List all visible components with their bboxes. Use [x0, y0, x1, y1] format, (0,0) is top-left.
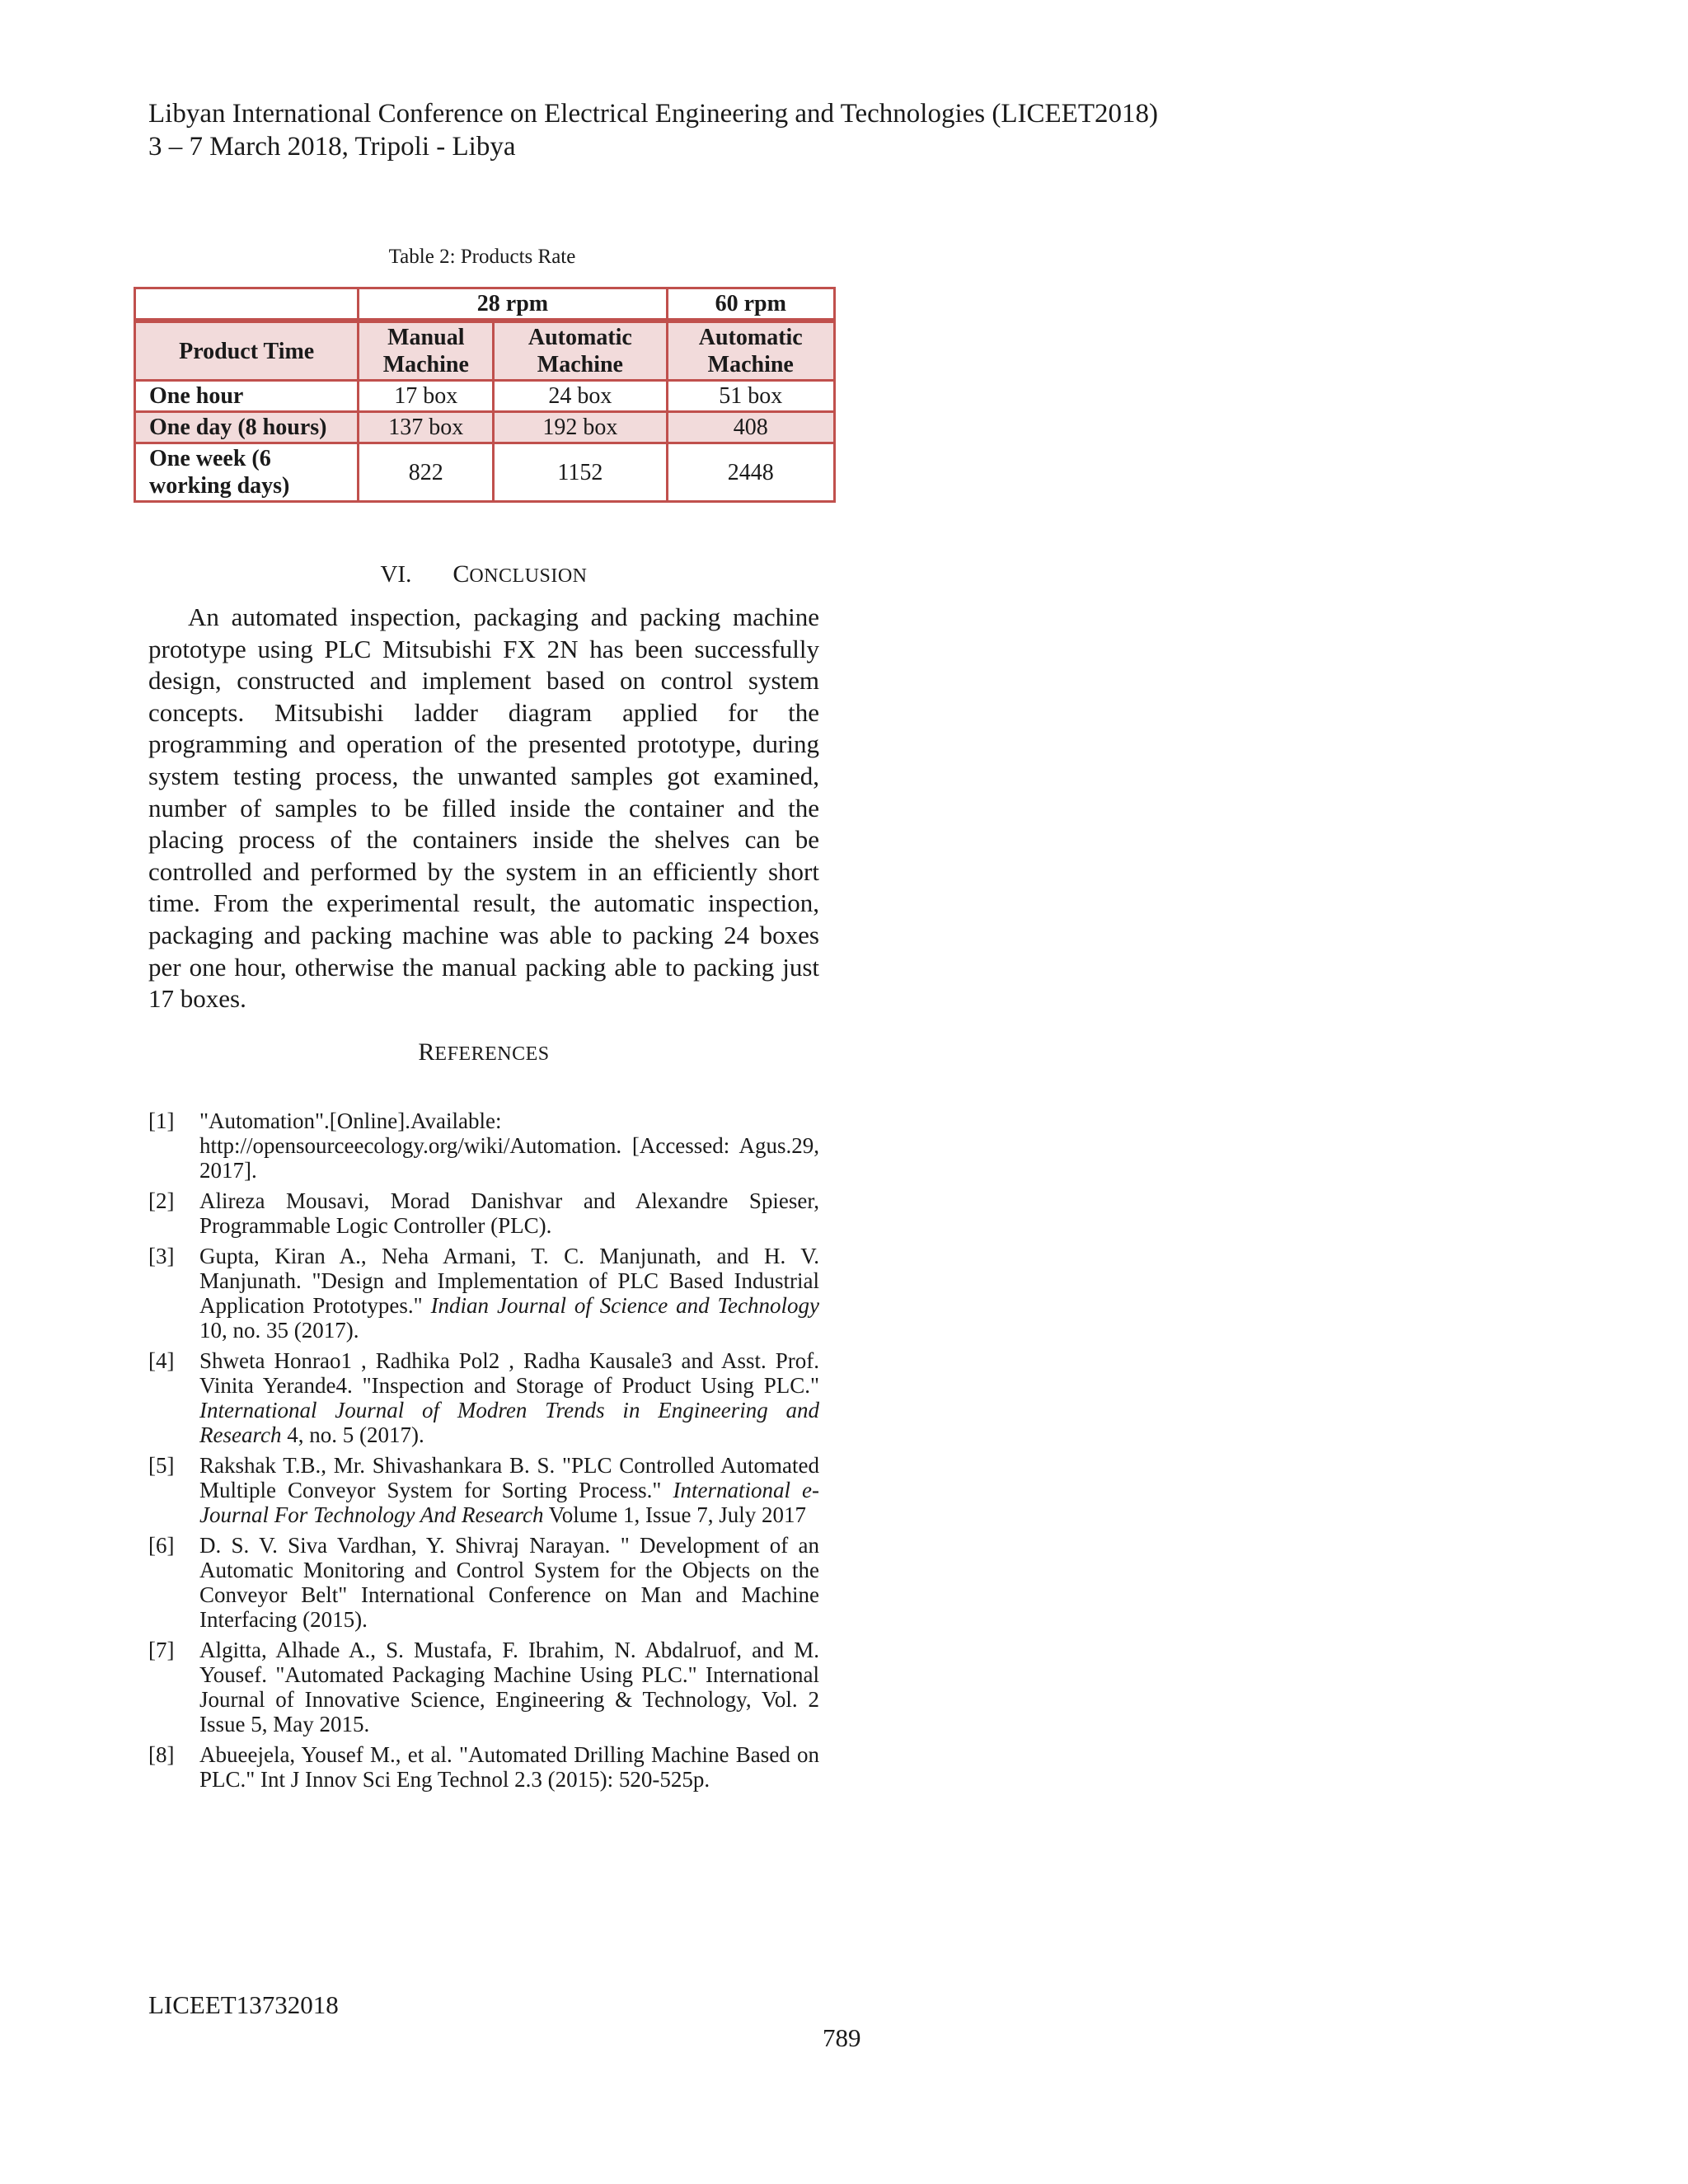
row-header-product-time: Product Time: [135, 321, 359, 381]
table-cell: 192 box: [494, 412, 667, 443]
section-title-initial: C: [452, 560, 470, 588]
row-label: One day (8 hours): [135, 412, 359, 443]
table-cell: 1152: [494, 443, 667, 502]
reference-text: Gupta, Kiran A., Neha Armani, T. C. Manjunath, and H. V. Manjunath. "Design and Implementation of PLC Based Industrial Application Prototypes." Indian Journal of Science and Technology 10, no. 35 (2017).: [199, 1244, 819, 1343]
paper-id: LICEET13732018: [148, 1990, 339, 2019]
reference-text: Alireza Mousavi, Morad Danishvar and Alexandre Spieser, Programmable Logic Controller (PLC).: [199, 1188, 819, 1238]
reference-item: [148, 1108, 819, 1183]
reference-text: Rakshak T.B., Mr. Shivashankara B. S. "PLC Controlled Automated Multiple Conveyor System for Sorting Process." International e-Journal For Technology And Research Volume 1, Issue 7, July 2017: [199, 1453, 820, 1527]
reference-text: "Automation".[Online].Available: http://opensourceecology.org/wiki/Automation. [Accessed: Agus.29, 2017].: [199, 1108, 819, 1183]
page-number: 789: [823, 2023, 861, 2052]
products-rate-table: [134, 287, 836, 503]
reference-item: [148, 1188, 819, 1238]
conclusion-heading: [148, 560, 819, 588]
column-header-automatic-28: Automatic Machine: [494, 321, 667, 381]
reference-item: [148, 1453, 819, 1527]
reference-number: [6]: [148, 1533, 175, 1558]
section-title-initial: R: [418, 1038, 435, 1066]
reference-item: [148, 1638, 819, 1736]
column-header-manual: Manual Machine: [359, 321, 494, 381]
row-label: One week (6 working days): [135, 443, 359, 502]
reference-text: Shweta Honrao1 , Radhika Pol2 , Radha Kausale3 and Asst. Prof. Vinita Yerande4. "Inspection and Storage of Product Using PLC." International Journal of Modren Trends in Engineering and Research 4, no. 5 (2017).: [199, 1348, 819, 1447]
section-title-rest: ONCLUSION: [469, 565, 588, 587]
table-group-header-row: [135, 288, 835, 321]
table-cell: 24 box: [494, 381, 667, 412]
section-title-rest: EFERENCES: [434, 1043, 550, 1065]
reference-text: Abueejela, Yousef M., et al. "Automated Drilling Machine Based on PLC." Int J Innov Sci Eng Technol 2.3 (2015): 520-525p.: [199, 1742, 819, 1792]
row-label: One hour: [135, 381, 359, 412]
table-cell: 822: [359, 443, 494, 502]
table-row: [135, 412, 835, 443]
reference-item: [148, 1533, 819, 1632]
group-header-28rpm: 28 rpm: [359, 288, 667, 321]
table-column-header-row: [135, 321, 835, 381]
table-caption: Table 2: Products Rate: [388, 246, 576, 268]
reference-item: [148, 1742, 819, 1792]
reference-number: [5]: [148, 1453, 175, 1478]
conference-header: [148, 97, 1158, 163]
reference-text: D. S. V. Siva Vardhan, Y. Shivraj Narayan. " Development of an Automatic Monitoring and Control System for the Objects on the Conveyor Belt" International Conference on Man and Machine Interfacing (2015).: [199, 1533, 819, 1632]
reference-number: [1]: [148, 1108, 175, 1133]
conclusion-paragraph: An automated inspection, packaging and packing machine prototype using PLC Mitsubishi FX 2N has been successfully design, constructed and implement based on control system concepts. Mitsubishi ladder diagram applied for the programming and operation of the presented prototype, during system testing process, the unwanted samples got examined, number of samples to be filled inside the container and the placing process of the containers inside the shelves can be controlled and performed by the system in an efficiently short time. From the experimental result, the automatic inspection, packaging and packing machine was able to packing 24 boxes per one hour, otherwise the manual packing able to packing just 17 boxes.: [148, 602, 819, 1014]
table-row: [135, 443, 835, 502]
table-cell: 408: [667, 412, 834, 443]
table-row: [135, 381, 835, 412]
reference-number: [2]: [148, 1188, 175, 1213]
reference-number: [7]: [148, 1638, 175, 1662]
table-cell: 137 box: [359, 412, 494, 443]
column-header-automatic-60: Automatic Machine: [667, 321, 834, 381]
table-cell: 2448: [667, 443, 834, 502]
reference-text: Algitta, Alhade A., S. Mustafa, F. Ibrahim, N. Abdalruof, and M. Yousef. "Automated Packaging Machine Using PLC." International Journal of Innovative Science, Engineering & Technology, Vol. 2 Issue 5, May 2015.: [199, 1638, 819, 1736]
reference-list: [148, 1108, 819, 1797]
group-header-60rpm: 60 rpm: [667, 288, 834, 321]
reference-item: [148, 1348, 819, 1447]
references-heading: [148, 1038, 819, 1066]
reference-number: [3]: [148, 1244, 175, 1268]
table-corner-cell: [135, 288, 359, 321]
conference-title: Libyan International Conference on Electrical Engineering and Technologies (LICEET2018): [148, 99, 1158, 129]
reference-number: [4]: [148, 1348, 175, 1373]
conference-dates: 3 – 7 March 2018, Tripoli - Libya: [148, 132, 516, 162]
section-number: VI.: [380, 561, 412, 588]
reference-item: [148, 1244, 819, 1343]
reference-number: [8]: [148, 1742, 175, 1767]
table-cell: 51 box: [667, 381, 834, 412]
table-cell: 17 box: [359, 381, 494, 412]
